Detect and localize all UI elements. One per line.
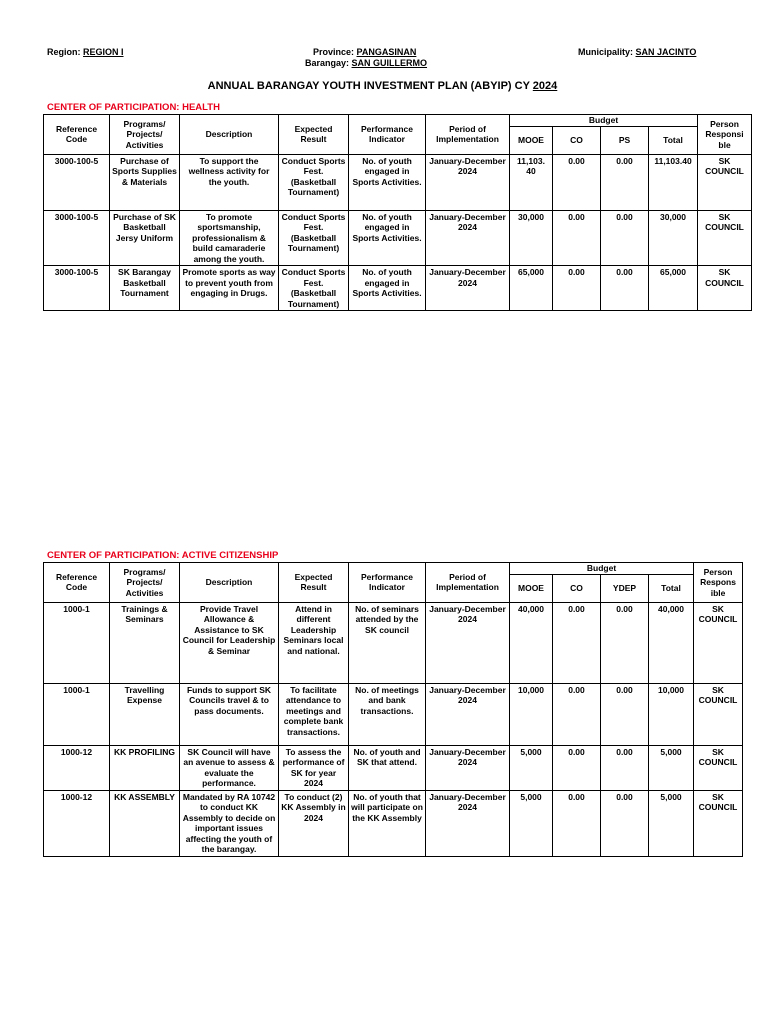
table-row [44, 266, 752, 311]
cell-period: January-December 2024 [426, 745, 510, 790]
col-header-person: Person Respons ible [694, 563, 743, 603]
cell-total: 10,000 [649, 683, 694, 745]
col-header-mooe: MOOE [510, 126, 553, 154]
cell-mooe: 30,000 [510, 210, 553, 266]
cell-ppa: Purchase of Sports Supplies & Materials [110, 154, 180, 210]
cell-person: SK COUNCIL [698, 154, 752, 210]
cell-indicator: No. of youth and SK that attend. [349, 745, 426, 790]
col-header-indicator: Performance Indicator [349, 563, 426, 603]
cell-ydep: 0.00 [601, 745, 649, 790]
cell-indicator: No. of youth engaged in Sports Activities. [349, 266, 426, 311]
table-row [44, 745, 743, 790]
cell-co: 0.00 [553, 266, 601, 311]
cell-ref: 3000-100-5 [44, 154, 110, 210]
province-label: Province: [313, 47, 355, 57]
table-row [44, 683, 743, 745]
cell-result: To facilitate attendance to meetings and complete bank transactions. [279, 683, 349, 745]
cell-desc: To promote sportsmanship, professionalism & build camaraderie among the youth. [180, 210, 279, 266]
col-header-period: Period of Implementation [426, 563, 510, 603]
barangay-label: Barangay: [305, 58, 350, 68]
cell-indicator: No. of meetings and bank transactions. [349, 683, 426, 745]
cell-period: January-December 2024 [426, 154, 510, 210]
cell-mooe: 65,000 [510, 266, 553, 311]
col-header-budget: Budget [510, 563, 694, 575]
cell-ref: 3000-100-5 [44, 210, 110, 266]
col-header-indicator: Performance Indicator [349, 115, 426, 155]
cell-desc: Promote sports as way to prevent youth from engaging in Drugs. [180, 266, 279, 311]
cell-result: Conduct Sports Fest. (Basketball Tournament) [279, 210, 349, 266]
cell-ref: 1000-12 [44, 745, 110, 790]
cell-co: 0.00 [553, 602, 601, 683]
barangay-line [305, 58, 427, 68]
cell-person: SK COUNCIL [694, 790, 743, 856]
cell-period: January-December 2024 [426, 210, 510, 266]
province-value: PANGASINAN [356, 47, 417, 57]
cell-result: Conduct Sports Fest. (Basketball Tournament) [279, 266, 349, 311]
cell-ref: 1000-1 [44, 602, 110, 683]
col-header-ps: PS [601, 126, 649, 154]
cell-ppa: KK ASSEMBLY [110, 790, 180, 856]
col-header-ydep: YDEP [601, 574, 649, 602]
table-row [44, 154, 752, 210]
cell-mooe: 11,103. 40 [510, 154, 553, 210]
cell-ydep: 0.00 [601, 790, 649, 856]
table-row [44, 790, 743, 856]
barangay-value: SAN GUILLERMO [351, 58, 428, 68]
cell-result: Conduct Sports Fest. (Basketball Tournament) [279, 154, 349, 210]
title-year: 2024 [532, 80, 558, 92]
cell-desc: SK Council will have an avenue to assess & evaluate the performance. [180, 745, 279, 790]
cell-ref: 1000-12 [44, 790, 110, 856]
cell-mooe: 5,000 [510, 790, 553, 856]
cell-person: SK COUNCIL [694, 745, 743, 790]
col-header-period: Period of Implementation [426, 115, 510, 155]
cell-ppa: Purchase of SK Basketball Jersy Uniform [110, 210, 180, 266]
cell-total: 11,103.40 [649, 154, 698, 210]
citizenship-table [43, 562, 743, 857]
cell-total: 5,000 [649, 790, 694, 856]
cell-ppa: Travelling Expense [110, 683, 180, 745]
col-header-ref: Reference Code [44, 115, 110, 155]
cell-person: SK COUNCIL [698, 266, 752, 311]
col-header-mooe: MOOE [510, 574, 553, 602]
cell-mooe: 5,000 [510, 745, 553, 790]
col-header-ppa: Programs/ Projects/ Activities [110, 563, 180, 603]
table-row [44, 602, 743, 683]
col-header-desc: Description [180, 563, 279, 603]
cell-ppa: SK Barangay Basketball Tournament [110, 266, 180, 311]
municipality-value: SAN JACINTO [635, 47, 697, 57]
col-header-budget: Budget [510, 115, 698, 127]
cell-indicator: No. of seminars attended by the SK council [349, 602, 426, 683]
health-table [43, 114, 752, 311]
col-header-co: CO [553, 574, 601, 602]
cell-desc: Provide Travel Allowance & Assistance to SK Council for Leadership & Seminar [180, 602, 279, 683]
cell-ps: 0.00 [601, 154, 649, 210]
cell-indicator: No. of youth engaged in Sports Activities. [349, 210, 426, 266]
col-header-ref: Reference Code [44, 563, 110, 603]
region-line [47, 47, 124, 57]
cell-total: 5,000 [649, 745, 694, 790]
cell-mooe: 10,000 [510, 683, 553, 745]
cell-ydep: 0.00 [601, 602, 649, 683]
cell-co: 0.00 [553, 210, 601, 266]
col-header-total: Total [649, 574, 694, 602]
cell-person: SK COUNCIL [694, 683, 743, 745]
cell-period: January-December 2024 [426, 683, 510, 745]
cell-result: Attend in different Leadership Seminars local and national. [279, 602, 349, 683]
cell-mooe: 40,000 [510, 602, 553, 683]
cell-ppa: Trainings & Seminars [110, 602, 180, 683]
cell-co: 0.00 [553, 745, 601, 790]
region-label: Region: [47, 47, 81, 57]
cell-co: 0.00 [553, 154, 601, 210]
col-header-total: Total [649, 126, 698, 154]
cell-ps: 0.00 [601, 266, 649, 311]
col-header-desc: Description [180, 115, 279, 155]
col-header-person: Person Responsi ble [698, 115, 752, 155]
section-title-citizenship: CENTER OF PARTICIPATION: ACTIVE CITIZENSHIP [47, 550, 279, 561]
cell-ps: 0.00 [601, 210, 649, 266]
col-header-result: Expected Result [279, 563, 349, 603]
col-header-ppa: Programs/ Projects/ Activities [110, 115, 180, 155]
province-line [313, 47, 416, 57]
cell-total: 65,000 [649, 266, 698, 311]
cell-ref: 3000-100-5 [44, 266, 110, 311]
municipality-line [578, 47, 696, 57]
section-title-health: CENTER OF PARTICIPATION: HEALTH [47, 102, 220, 113]
col-header-result: Expected Result [279, 115, 349, 155]
cell-indicator: No. of youth that will participate on the KK Assembly [349, 790, 426, 856]
cell-period: January-December 2024 [426, 602, 510, 683]
cell-indicator: No. of youth engaged in Sports Activities. [349, 154, 426, 210]
cell-person: SK COUNCIL [698, 210, 752, 266]
table-row [44, 210, 752, 266]
cell-ydep: 0.00 [601, 683, 649, 745]
cell-co: 0.00 [553, 790, 601, 856]
cell-desc: To support the wellness activity for the youth. [180, 154, 279, 210]
cell-ref: 1000-1 [44, 683, 110, 745]
title-text: ANNUAL BARANGAY YOUTH INVESTMENT PLAN (ABYIP) CY [207, 80, 530, 92]
cell-desc: Funds to support SK Councils travel & to pass documents. [180, 683, 279, 745]
page-title [0, 80, 768, 92]
region-value: REGION I [83, 47, 124, 57]
cell-period: January-December 2024 [426, 266, 510, 311]
cell-person: SK COUNCIL [694, 602, 743, 683]
cell-total: 40,000 [649, 602, 694, 683]
cell-period: January-December 2024 [426, 790, 510, 856]
cell-ppa: KK PROFILING [110, 745, 180, 790]
cell-co: 0.00 [553, 683, 601, 745]
cell-total: 30,000 [649, 210, 698, 266]
col-header-co: CO [553, 126, 601, 154]
cell-result: To assess the performance of SK for year 2024 [279, 745, 349, 790]
cell-result: To conduct (2) KK Assembly in 2024 [279, 790, 349, 856]
cell-desc: Mandated by RA 10742 to conduct KK Assembly to decide on important issues affecting the youth of the barangay. [180, 790, 279, 856]
municipality-label: Municipality: [578, 47, 634, 57]
